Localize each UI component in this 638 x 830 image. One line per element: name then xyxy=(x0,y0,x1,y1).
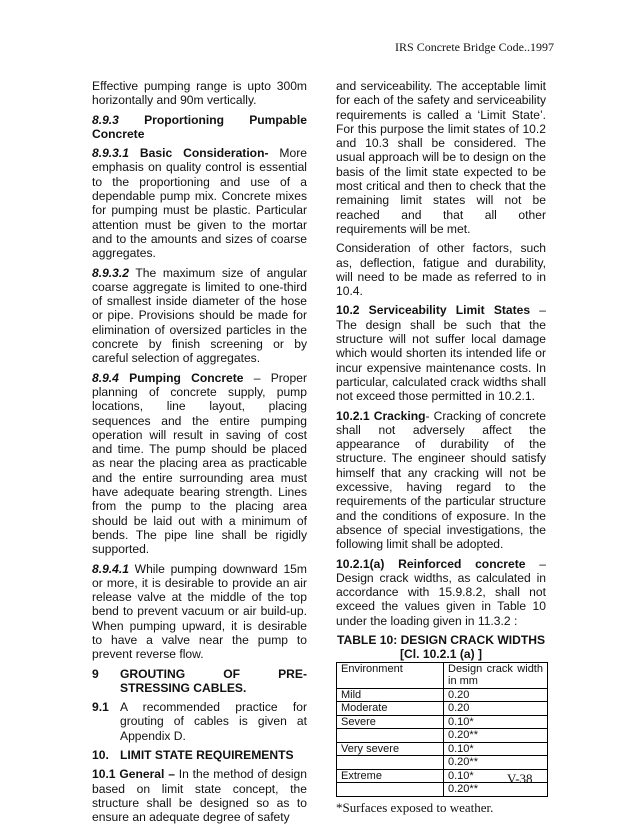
table-row xyxy=(337,742,548,756)
table-cell: 0.20** xyxy=(444,756,548,770)
section-title: 10.2 Serviceability Limit States xyxy=(336,303,531,318)
table-cell xyxy=(337,756,444,770)
section-number: 8.9.3 xyxy=(92,112,119,127)
section-text: The maximum size of angular coarse aggregate is limited to one-third of smallest inside diameter of the hose or pipe. Provisions should be made for elimination of oversized particles in the concrete by finish screening or by careful selection of aggregates. xyxy=(92,265,307,366)
section-title: LIMIT STATE REQUIREMENTS xyxy=(120,748,294,763)
section-heading xyxy=(92,113,307,142)
paragraph xyxy=(92,562,307,662)
section-number: 8.9.3.1 xyxy=(92,146,129,161)
paragraph: and serviceability. The acceptable limit for each of the safety and serviceability requirements is called a ‘Limit State’. For this purpose the limit states of 10.2 and 10.3 shall be considered. The usual approach will be to design on the basis of the limit state expected to be most critical and then to check that the remaining limit states will not be reached and that all other requirements will be met. xyxy=(336,79,546,236)
table-cell: Moderate xyxy=(337,702,444,716)
section-title: 10.2.1 Cracking xyxy=(336,408,426,423)
table-row xyxy=(337,688,548,702)
left-column xyxy=(92,79,307,830)
table-row xyxy=(337,729,548,743)
section-text: While pumping downward 15m or more, it is desirable to provide an air release valve at the middle of the top bend to prevent vacuum or air build-up. When pumping upward, it is desirable to have a valve near the pump to prevent reverse flow. xyxy=(92,561,307,662)
section-text: More emphasis on quality control is essential to the proportioning and use of a dependable pump mix. Concrete mixes for pumping must be plastic. Particular attention must be given to the mortar and to the amounts and sizes of coarse aggregates. xyxy=(92,146,307,261)
paragraph: Effective pumping range is upto 300m horizontally and 90m vertically. xyxy=(92,79,307,108)
paragraph xyxy=(92,146,307,260)
paragraph xyxy=(92,371,307,557)
column-header: Design crack width in mm xyxy=(444,662,548,688)
table-cell: 0.20 xyxy=(444,688,548,702)
table-cell: 0.20 xyxy=(444,702,548,716)
running-header: IRS Concrete Bridge Code..1997 xyxy=(395,40,554,54)
right-column xyxy=(336,79,546,815)
section-title: 10.2.1(a) Reinforced concrete xyxy=(336,556,526,571)
section-heading xyxy=(92,667,307,696)
table-row xyxy=(337,702,548,716)
table-cell: 0.10* xyxy=(444,715,548,729)
table-cell xyxy=(337,783,444,797)
column-header: Environment xyxy=(337,662,444,688)
section-title: 10.1 General – xyxy=(92,767,175,782)
section-text: – The design shall be such that the structure will not suffer local damage which would shorten its intended life or incur expensive maintenance costs. In particular, calculated crack widths shall not exceed those permitted in 10.2.1. xyxy=(336,303,546,404)
table-cell: Mild xyxy=(337,688,444,702)
table-cell xyxy=(337,729,444,743)
section-number: 9 xyxy=(92,666,99,681)
table-reference: [Cl. 10.2.1 (a) ] xyxy=(400,647,482,662)
paragraph xyxy=(336,409,546,552)
section-text: – Design crack widths, as calculated in accordance with 15.9.8.2, shall not exceed the values given in Table 10 under the loading given in 11.3.2 : xyxy=(336,556,546,628)
table-cell: Very severe xyxy=(337,742,444,756)
section-title: GROUTING OF PRE-STRESSING CABLES. xyxy=(120,666,307,695)
section-text: In the method of design based on limit state concept, the structure shall be designed so as to ensure an adequate degree of safety xyxy=(92,767,308,825)
paragraph xyxy=(92,266,307,366)
section-number: 8.9.4 xyxy=(92,370,119,385)
table-cell: Severe xyxy=(337,715,444,729)
section-title: Proportioning Pumpable Concrete xyxy=(92,112,307,141)
table-cell: 0.20** xyxy=(444,783,548,797)
paragraph: Consideration of other factors, such as, deflection, fatigue and durability, will need to be made as referred to in 10.4. xyxy=(336,241,546,299)
section-number: 8.9.4.1 xyxy=(92,561,129,576)
section-title: Basic Consideration- xyxy=(128,146,269,161)
table-header-row xyxy=(337,662,548,688)
table-row xyxy=(337,715,548,729)
section-text: - Cracking of concrete shall not adversely affect the appearance of durability of the structure. The engineer should satisfy himself that any cracking will not be excessive, having regard to the requirements of the particular structure and the conditions of exposure. In the absence of special investigations, the following limit shall be adopted. xyxy=(336,408,546,552)
page-number: V-38 xyxy=(507,771,533,786)
paragraph xyxy=(336,303,546,403)
paragraph xyxy=(336,557,546,628)
table-row xyxy=(337,756,548,770)
table-cell: Extreme xyxy=(337,769,444,783)
table-cell: 0.20** xyxy=(444,729,548,743)
table-cell: 0.10* xyxy=(444,769,548,783)
section-title: Pumping Concrete xyxy=(118,370,244,385)
section-number: 8.9.3.2 xyxy=(92,265,129,280)
section-number: 9.1 xyxy=(92,700,109,715)
paragraph xyxy=(92,767,307,824)
section-heading xyxy=(92,748,307,762)
section-text: – Proper planning of concrete supply, pump locations, line layout, placing sequences and the entire pumping operation will result in saving of cost and time. The pump should be placed as near the placing area as practicable and the entire surrounding area must have adequate bearing strength. Lines from the pump to the placing area should be laid out with a minimum of bends. The pipe line shall be rigidly supported. xyxy=(92,370,307,557)
section-text: A recommended practice for grouting of cables is given at Appendix D. xyxy=(120,700,307,743)
table-cell: 0.10* xyxy=(444,742,548,756)
table-title: TABLE 10: DESIGN CRACK WIDTHS xyxy=(336,632,546,647)
section-number: 10. xyxy=(92,748,109,763)
paragraph xyxy=(92,700,307,743)
table-footnote: *Surfaces exposed to weather. xyxy=(336,799,494,815)
